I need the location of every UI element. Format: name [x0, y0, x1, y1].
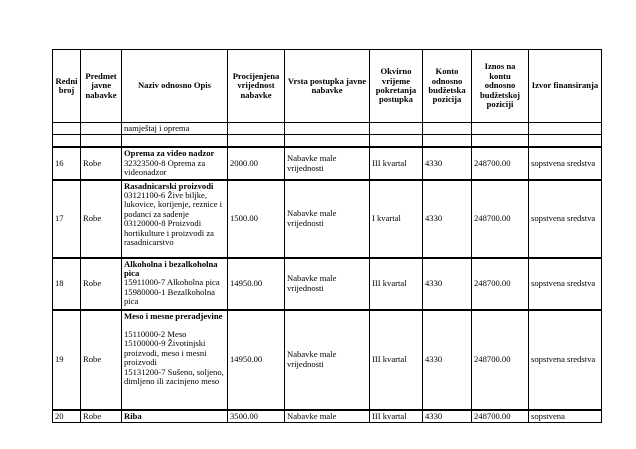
table-row	[53, 310, 602, 410]
cpv-code-line: 03120000-8 Proizvodi hortikulture i proizvodi za rasadnicarstvo	[124, 218, 214, 248]
table-row	[53, 147, 602, 179]
row-value: 2000.00	[228, 147, 285, 179]
row-konto: 4330	[423, 147, 472, 179]
header-izvor: Izvor finansiranja	[529, 50, 602, 123]
row-subject: Robe	[81, 180, 122, 258]
row-konto: 4330	[423, 180, 472, 258]
header-okvirno-vrijeme: Okvirno vrijeme pokretanja postupka	[370, 50, 423, 123]
row-amount: 248700.00	[472, 180, 529, 258]
row-description	[122, 180, 228, 258]
row-number: 16	[53, 147, 81, 179]
cpv-code-line: 15131200-7 Sušeno, soljeno, dimljeno ili zacinjeno meso	[124, 366, 224, 387]
header-konto: Konto odnosno budžetska pozicija	[423, 50, 472, 123]
row-source: sopstvena sredstva	[529, 310, 602, 410]
row-description	[122, 258, 228, 310]
cpv-code-line: 15911000-7 Alkoholna pica	[124, 277, 220, 288]
header-procijenjena-vrijednost: Procijenjena vrijednost nabavke	[228, 50, 285, 123]
item-title: Meso i mesne preradjevine	[124, 310, 223, 321]
row-number: 17	[53, 180, 81, 258]
row-amount: 248700.00	[472, 147, 529, 179]
row-procedure: Nabavke male	[285, 410, 370, 423]
spacer-row	[53, 135, 602, 148]
header-predmet: Predmet javne nabavke	[81, 50, 122, 123]
header-iznos: Iznos na kontu odnosno budžetskoj poziciji	[472, 50, 529, 123]
row-source: sopstvena sredstva	[529, 258, 602, 310]
row-procedure: Nabavke male vrijednosti	[285, 180, 370, 258]
row-time: III kvartal	[370, 310, 423, 410]
row-value: 1500.00	[228, 180, 285, 258]
header-naziv-opis: Naziv odnosno Opis	[122, 50, 228, 123]
row-subject: Robe	[81, 258, 122, 310]
row-source: sopstvena sredstva	[529, 180, 602, 258]
row-description: Riba	[122, 410, 228, 423]
row-source: sopstvena	[529, 410, 602, 423]
row-number: 20	[53, 410, 81, 423]
row-time: III kvartal	[370, 147, 423, 179]
header-row	[53, 50, 602, 123]
procurement-table	[52, 49, 602, 423]
header-vrsta-postupka: Vrsta postupka javne nabavke	[285, 50, 370, 123]
row-value: 14950.00	[228, 310, 285, 410]
cpv-code-line: 15980000-1 Bezalkoholna pica	[124, 286, 215, 307]
row-amount: 248700.00	[472, 310, 529, 410]
row-subject: Robe	[81, 147, 122, 179]
cpv-code-line: 15110000-2 Meso	[124, 329, 187, 340]
item-title: Oprema za video nadzor	[124, 148, 215, 159]
row-source: sopstvena sredstva	[529, 147, 602, 179]
row-number: 19	[53, 310, 81, 410]
cpv-code-line: 32323500-8 Oprema za videonadzor	[124, 157, 206, 178]
row-konto: 4330	[423, 410, 472, 423]
row-procedure: Nabavke male vrijednosti	[285, 258, 370, 310]
row-description	[122, 310, 228, 410]
row-procedure: Nabavke male vrijednosti	[285, 147, 370, 179]
table-row	[53, 180, 602, 258]
row-value: 3500.00	[228, 410, 285, 423]
item-title: Rasadnicarski proizvodi	[124, 180, 214, 191]
row-amount: 248700.00	[472, 258, 529, 310]
row-amount: 248700.00	[472, 410, 529, 423]
row-value: 14950.00	[228, 258, 285, 310]
header-redni-broj: Redni broj	[53, 50, 81, 123]
row-konto: 4330	[423, 310, 472, 410]
row-subject: Robe	[81, 410, 122, 423]
cpv-code-line: 03121100-6 Žive biljke, lukovice, korijenje, reznice i podanci za sadenje	[124, 190, 223, 219]
row-time: III kvartal	[370, 258, 423, 310]
table-row-partial	[53, 410, 602, 423]
row-subject: Robe	[81, 310, 122, 410]
row-number: 18	[53, 258, 81, 310]
item-title: Alkoholna i bezalkoholna pica	[124, 258, 218, 279]
continuation-row	[53, 123, 602, 135]
row-procedure: Nabavke male vrijednosti	[285, 310, 370, 410]
table-row	[53, 258, 602, 310]
row-konto: 4330	[423, 258, 472, 310]
row-time: I kvartal	[370, 180, 423, 258]
continuation-text: namještaj i oprema	[122, 123, 228, 135]
row-description	[122, 147, 228, 179]
row-time: III kvartal	[370, 410, 423, 423]
cpv-code-line: 15100000-9 Životinjski proizvodi, meso i mesni proizvodi	[124, 338, 207, 368]
